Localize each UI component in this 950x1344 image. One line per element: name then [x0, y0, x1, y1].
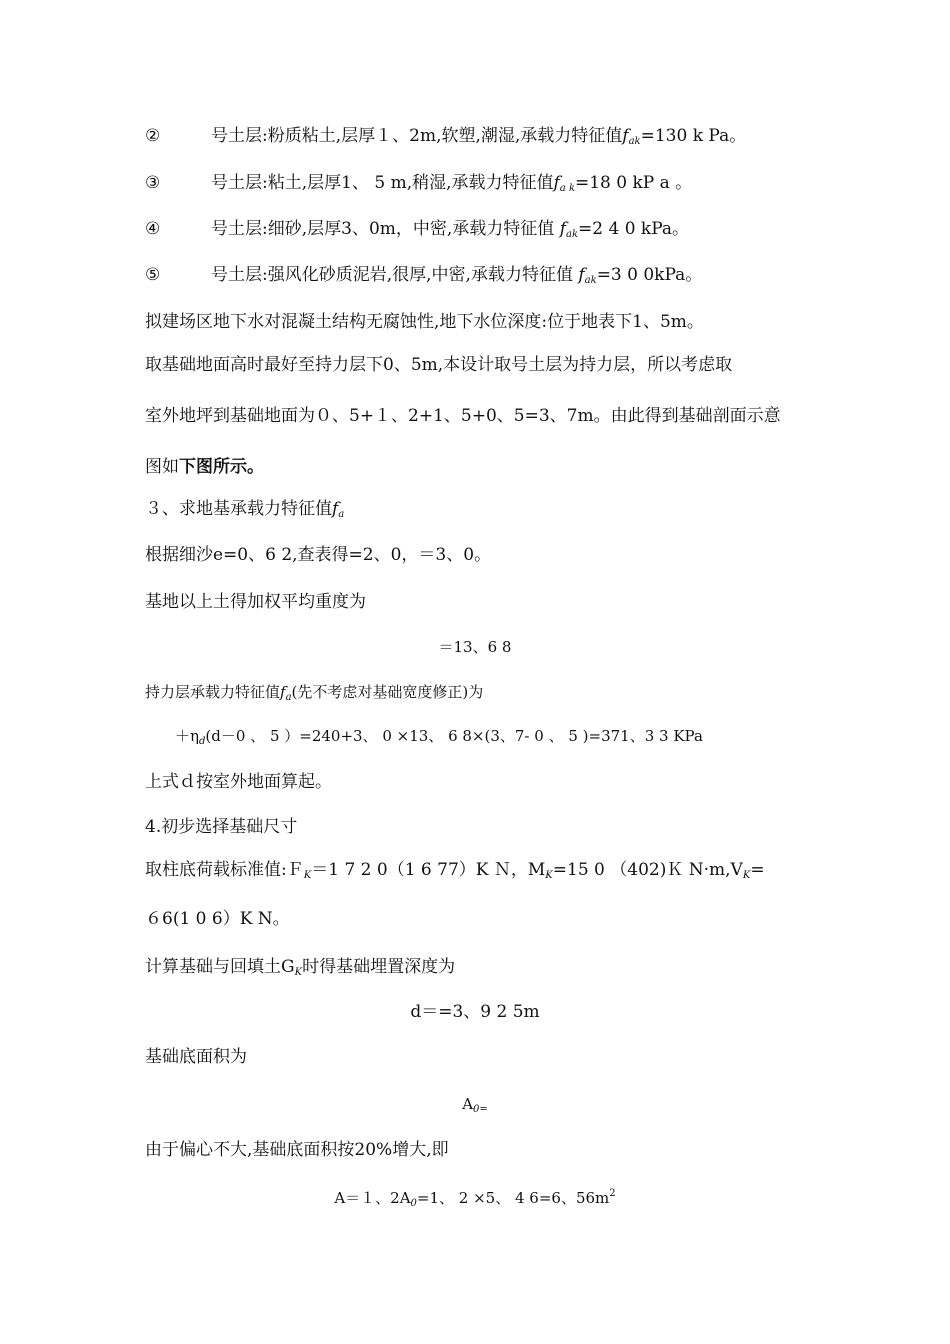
area-final-text: A＝１、2A [334, 1189, 411, 1207]
layer-value: =130 k Pa。 [640, 126, 747, 146]
area-final-subscript: 0 [410, 1198, 417, 1209]
depth-value: d＝=3、9 2 5m [410, 1002, 540, 1022]
figure-reference-link: 下图所示。 [179, 457, 264, 477]
formula-prefix: ＋η [175, 727, 199, 745]
layer-line-4 [145, 217, 689, 247]
load-line-1 [145, 858, 765, 888]
load-text: 取柱底荷载标准值:Ｆ [145, 860, 304, 880]
gk-subscript: K [294, 967, 303, 978]
section-3-title [145, 497, 344, 527]
load-subscript: K [742, 870, 751, 881]
depth-paragraph-line-1: 取基础地面高时最好至持力层下0、5m,本设计取号土层为持力层，所以考虑取 [145, 355, 733, 375]
layer-value: =18 0 kP a 。 [575, 173, 693, 193]
groundwater-paragraph: 拟建场区地下水对混凝土结构无腐蚀性,地下水位深度:位于地表下1、5m。 [145, 312, 704, 332]
gk-text: 计算基础与回填土G [145, 957, 295, 977]
symbol-f: f [332, 499, 339, 519]
a0-subscript: 0= [473, 1104, 488, 1115]
layer-text: 号土层:粘土,层厚1、 5 m,稍湿,承载力特征值 [211, 173, 554, 193]
gk-paragraph [145, 955, 455, 985]
depth-note: 上式ｄ按室外地面算起。 [145, 772, 332, 792]
layer-value: =3 0 0kPa。 [596, 265, 703, 285]
layer-value: =2 4 0 kPa。 [578, 219, 690, 239]
layer-text: 号土层:粉质粘土,层厚１、2m,软塑,潮湿,承载力特征值 [211, 126, 623, 146]
a0-symbol: A [462, 1095, 474, 1113]
load-text: = [750, 860, 765, 880]
area-paragraph: 基础底面积为 [145, 1047, 247, 1067]
area-final [0, 1182, 950, 1216]
symbol-subscript: ak [628, 136, 641, 147]
sand-paragraph: 根据细沙e=0、6 2,查表得=2、0，＝3、0。 [145, 545, 492, 565]
bearing-text-suffix: (先不考虑对基础宽度修正)为 [291, 683, 484, 701]
load-subscript: K [545, 870, 553, 881]
load-text: ＝1 7 2 0（1 6 77）K Ｎ，M [311, 860, 546, 880]
symbol-subscript: ak [566, 229, 579, 240]
formula-body: (d－0 、 5 ）=240+3、 0 ×13、 6 8×(3、7- 0 、 5 )=371、3 3 KPa [205, 727, 703, 745]
bearing-formula [175, 724, 703, 754]
symbol-subscript: a [285, 692, 292, 703]
section-3-title-text: ３、求地基承载力特征值 [145, 499, 332, 519]
bearing-paragraph [145, 680, 483, 710]
bearing-text: 持力层承载力特征值 [145, 683, 281, 701]
area-a0 [0, 1092, 950, 1122]
symbol-subscript: a [338, 509, 345, 520]
symbol-f: f [622, 126, 629, 146]
section-4-title: 4.初步选择基础尺寸 [145, 817, 298, 837]
area-final-text: =1、 2 ×5、 4 6=6、56m [416, 1189, 610, 1207]
depth-paragraph-line-2: 室外地坪到基础地面为０、5+１、2+1、5+0、5=3、7m。由此得到基础剖面示意 [145, 406, 781, 426]
weight-value: ＝13、6 8 [438, 638, 512, 656]
layer-line-2 [145, 124, 746, 154]
symbol-f: f [554, 219, 566, 239]
layer-text: 号土层:强风化砂质泥岩,很厚,中密,承载力特征值 [211, 265, 573, 285]
weight-paragraph: 基地以上土得加权平均重度为 [145, 592, 366, 612]
figure-reference [145, 455, 264, 479]
symbol-f: f [280, 683, 286, 701]
layer-number: ④ [145, 219, 161, 239]
gk-text-suffix: 时得基础埋置深度为 [302, 957, 456, 977]
load-line-2: ６6(1 0 6）K N。 [145, 909, 290, 929]
load-text: =15 0 （402)Ｋ N·m,V [552, 860, 743, 880]
figure-reference-prefix: 图如 [145, 457, 179, 477]
area-final-superscript: 2 [609, 1188, 616, 1199]
load-subscript: K [303, 870, 312, 881]
layer-number: ③ [145, 173, 161, 193]
formula-subscript: d [199, 736, 206, 747]
symbol-subscript: a k [559, 183, 575, 194]
symbol-subscript: ak [584, 275, 597, 286]
symbol-f: f [572, 265, 585, 285]
eccentricity-paragraph: 由于偏心不大,基础底面积按20%增大,即 [145, 1140, 449, 1160]
layer-number: ⑤ [145, 265, 161, 285]
layer-line-5 [145, 263, 702, 293]
symbol-f: f [553, 173, 560, 193]
layer-text: 号土层:细砂,层厚3、0m，中密,承载力特征值 [211, 219, 555, 239]
layer-line-3 [145, 171, 692, 201]
layer-number: ② [145, 126, 161, 146]
